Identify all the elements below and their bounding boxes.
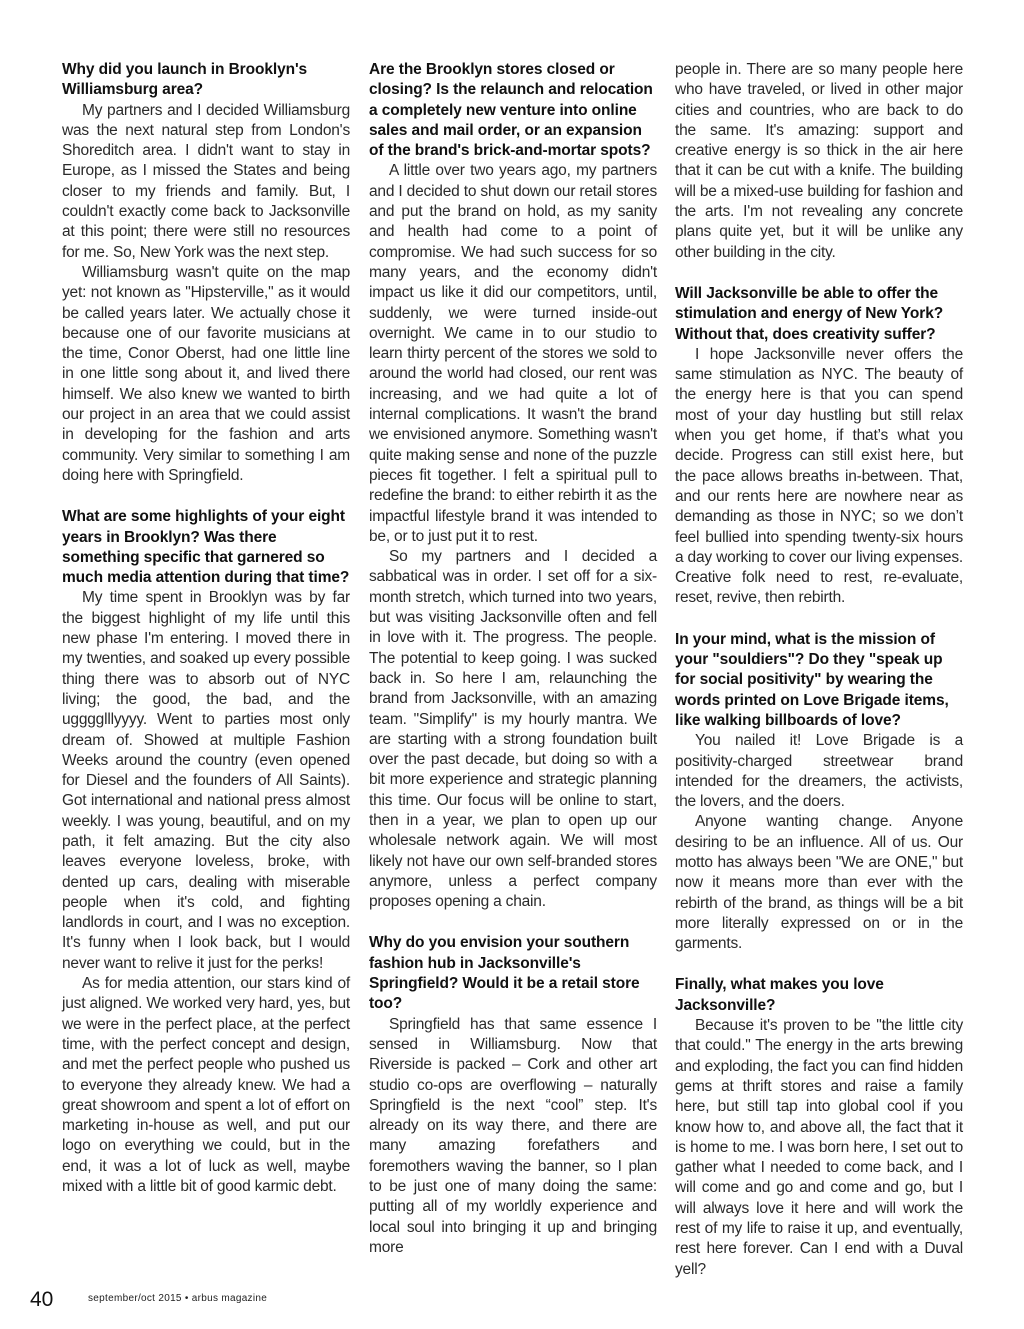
- qa-block: [675, 60, 963, 263]
- interview-question: In your mind, what is the mission of your "souldiers"? Do they "speak up for social positivity" by wearing the words printed on Love Brigade items, like walking billboards of love?: [675, 630, 949, 729]
- qa-block: [62, 60, 350, 486]
- answer-paragraph: A little over two years ago, my partners and I decided to shut down our retail stores and put the brand on hold, as my sanity and health had come to a point of compromise. We had such success for so many years, and the economy didn't impact us like it did our competitors, until, suddenly, we were turned inside-out overnight. We came in to our studio to learn thirty percent of the stores we sold to around the world had closed, our rent was increasing, and we had quite a lot of internal complications. It wasn't the brand we envisioned anymore. Something wasn't quite making sense and none of the puzzle pieces fit together. I felt a spiritual pull to redefine the brand: to either rebirth it as the impactful lifestyle brand it was intended to be, or to just put it to rest.: [369, 162, 657, 545]
- answer-paragraph: Anyone wanting change. Anyone desiring to be an influence. All of us. Our motto has always been "We are ONE," but now it means more than ever with the rebirth of the brand, as things will be a bit more literally expressed on or in the garments.: [675, 813, 963, 953]
- qa-block: [675, 975, 963, 1279]
- qa-block: [369, 933, 657, 1258]
- page-number: 40: [30, 1288, 54, 1311]
- answer-paragraph: My partners and I decided Williamsburg was the next natural step from London's Shoreditch area. I didn't want to stay in Europe, as I missed the States and being closer to my friends and family. But, I couldn't exactly come back to Jacksonville at this point; there were still no resources for me. So, New York was the next step.: [62, 101, 350, 261]
- interview-question: Are the Brooklyn stores closed or closing? Is the relaunch and relocation a completely new venture into online sales and mail order, or an expansion of the brand's brick-and-mortar spots?: [369, 61, 653, 160]
- qa-block: [62, 507, 350, 1197]
- interview-question: What are some highlights of your eight years in Brooklyn? Was there something specific that garnered so much media attention during that time?: [62, 508, 350, 587]
- qa-block: [369, 60, 657, 912]
- column-2: [369, 60, 657, 1279]
- answer-paragraph: You nailed it! Love Brigade is a positivity-charged streetwear brand intended for the dreamers, the activists, the lovers, and the doers.: [675, 732, 963, 811]
- answer-paragraph: As for media attention, our stars kind of just aligned. We worked very hard, yes, but we were in the perfect place, at the perfect time, with the perfect concept and design, and met the perfect people who pushed us to everyone they already knew. We had a great showroom and spent a lot of effort on marketing in-house as well, and put our logo on everything we could, but in the end, it was a lot of luck as well, maybe mixed with a little bit of good karmic debt.: [62, 975, 350, 1196]
- answer-paragraph: people in. There are so many people here who have traveled, or lived in other major cities and countries, who are back to do the same. It's amazing: support and creative energy is so thick in the air here that it can be cut with a knife. The building will be a mixed-use building for fashion and the arts. I'm not revealing any concrete plans quite yet, but it will be unlike any other building in the city.: [675, 61, 963, 261]
- qa-block: [675, 630, 963, 955]
- answer-paragraph: My time spent in Brooklyn was by far the biggest highlight of my life until this new phase I'm entering. I moved there in my twenties, and soaked up every possible thing there was to absorb out of NYC living; the good, the bad, and the ugggglllyyyy. Went to parties most only dream of. Showed at multiple Fashion Weeks around the country (even opened for Diesel and the founders of All Saints). Got international and national press almost weekly. I was young, beautiful, and on my path, it felt amazing. But the city also leaves everyone loveless, broke, with dented up cars, dealing with miserable people when it's cold, and fighting landlords in court, and I was no exception. It's funny when I look back, but I would never want to relive it just for the perks!: [62, 589, 350, 972]
- column-1: [62, 60, 350, 1218]
- qa-block: [675, 284, 963, 609]
- interview-question: Why did you launch in Brooklyn's Williamsburg area?: [62, 61, 308, 99]
- answer-paragraph: Williamsburg wasn't quite on the map yet: not known as "Hipsterville," as it would be called years later. We actually chose it because one of our favorite musicians at the time, Conor Oberst, had one little line in one little song about it, and lived there himself. We also knew we wanted to birth our project in an area that we could assist in developing for the fashion and arts community. Very similar to something I am doing here with Springfield.: [62, 263, 350, 484]
- interview-question: Finally, what makes you love Jacksonville?: [675, 976, 884, 1014]
- answer-paragraph: So my partners and I decided a sabbatical was in order. I set off for a six-month stretch, which turned into two years, but was visiting Jacksonville often and fell in love with it. The progress. The people. The potential to keep going. I was sucked back in. So here I am, relaunching the brand from Jacksonville, with an amazing team. "Simplify" is my hourly mantra. We are starting with a strong foundation built over the past decade, but doing so with a bit more experience and strategic planning this time. Our focus will be online to start, then in a year, we plan to open up our wholesale network again. We will most likely not have our own self-branded stores anymore, unless a perfect company proposes opening a chain.: [369, 548, 657, 911]
- footer-credit: september/oct 2015 • arbus magazine: [88, 1293, 268, 1304]
- answer-paragraph: Springfield has that same essence I sensed in Williamsburg. Now that Riverside is packed – Cork and other art studio co-ops are overflowing – naturally Springfield is the next “cool” step. It's already on its way there, and there are many amazing forefathers and foremothers waving the banner, so I plan to be just one of many doing the same: putting all of my worldly experience and local soul into bringing it up and bringing more: [369, 1015, 657, 1256]
- column-3: [675, 60, 963, 1301]
- interview-question: Will Jacksonville be able to offer the stimulation and energy of New York? Without that, does creativity suffer?: [675, 284, 944, 343]
- answer-paragraph: I hope Jacksonville never offers the same stimulation as NYC. The beauty of the energy here is that you can spend most of your day hustling but still relax when you get home, if that’s what you decide. Progress can still exist here, but the pace allows breaths in-between. That, and our rents here are nowhere near as demanding as those in NYC; so we don’t feel bullied into spending twenty-six hours a day working to cover our living expenses. Creative folk need to rest, re-evaluate, reset, revive, then rebirth.: [675, 345, 963, 607]
- answer-paragraph: Because it's proven to be "the little city that could." The energy in the arts brewing and exploding, the fact you can find hidden gems at thrift stores and raise a family here, but still tap into global cool if you know how to, and above all, the fact that it is home to me. I was born here, I set out to gather what I needed to come back, and I will come and go and come and go, but I will always love it here and will work the rest of my life to raise it up, and eventually, rest here forever. Can I end with a Duval yell?: [675, 1017, 963, 1278]
- interview-question: Why do you envision your southern fashion hub in Jacksonville's Springfield? Would it be a retail store too?: [369, 934, 640, 1013]
